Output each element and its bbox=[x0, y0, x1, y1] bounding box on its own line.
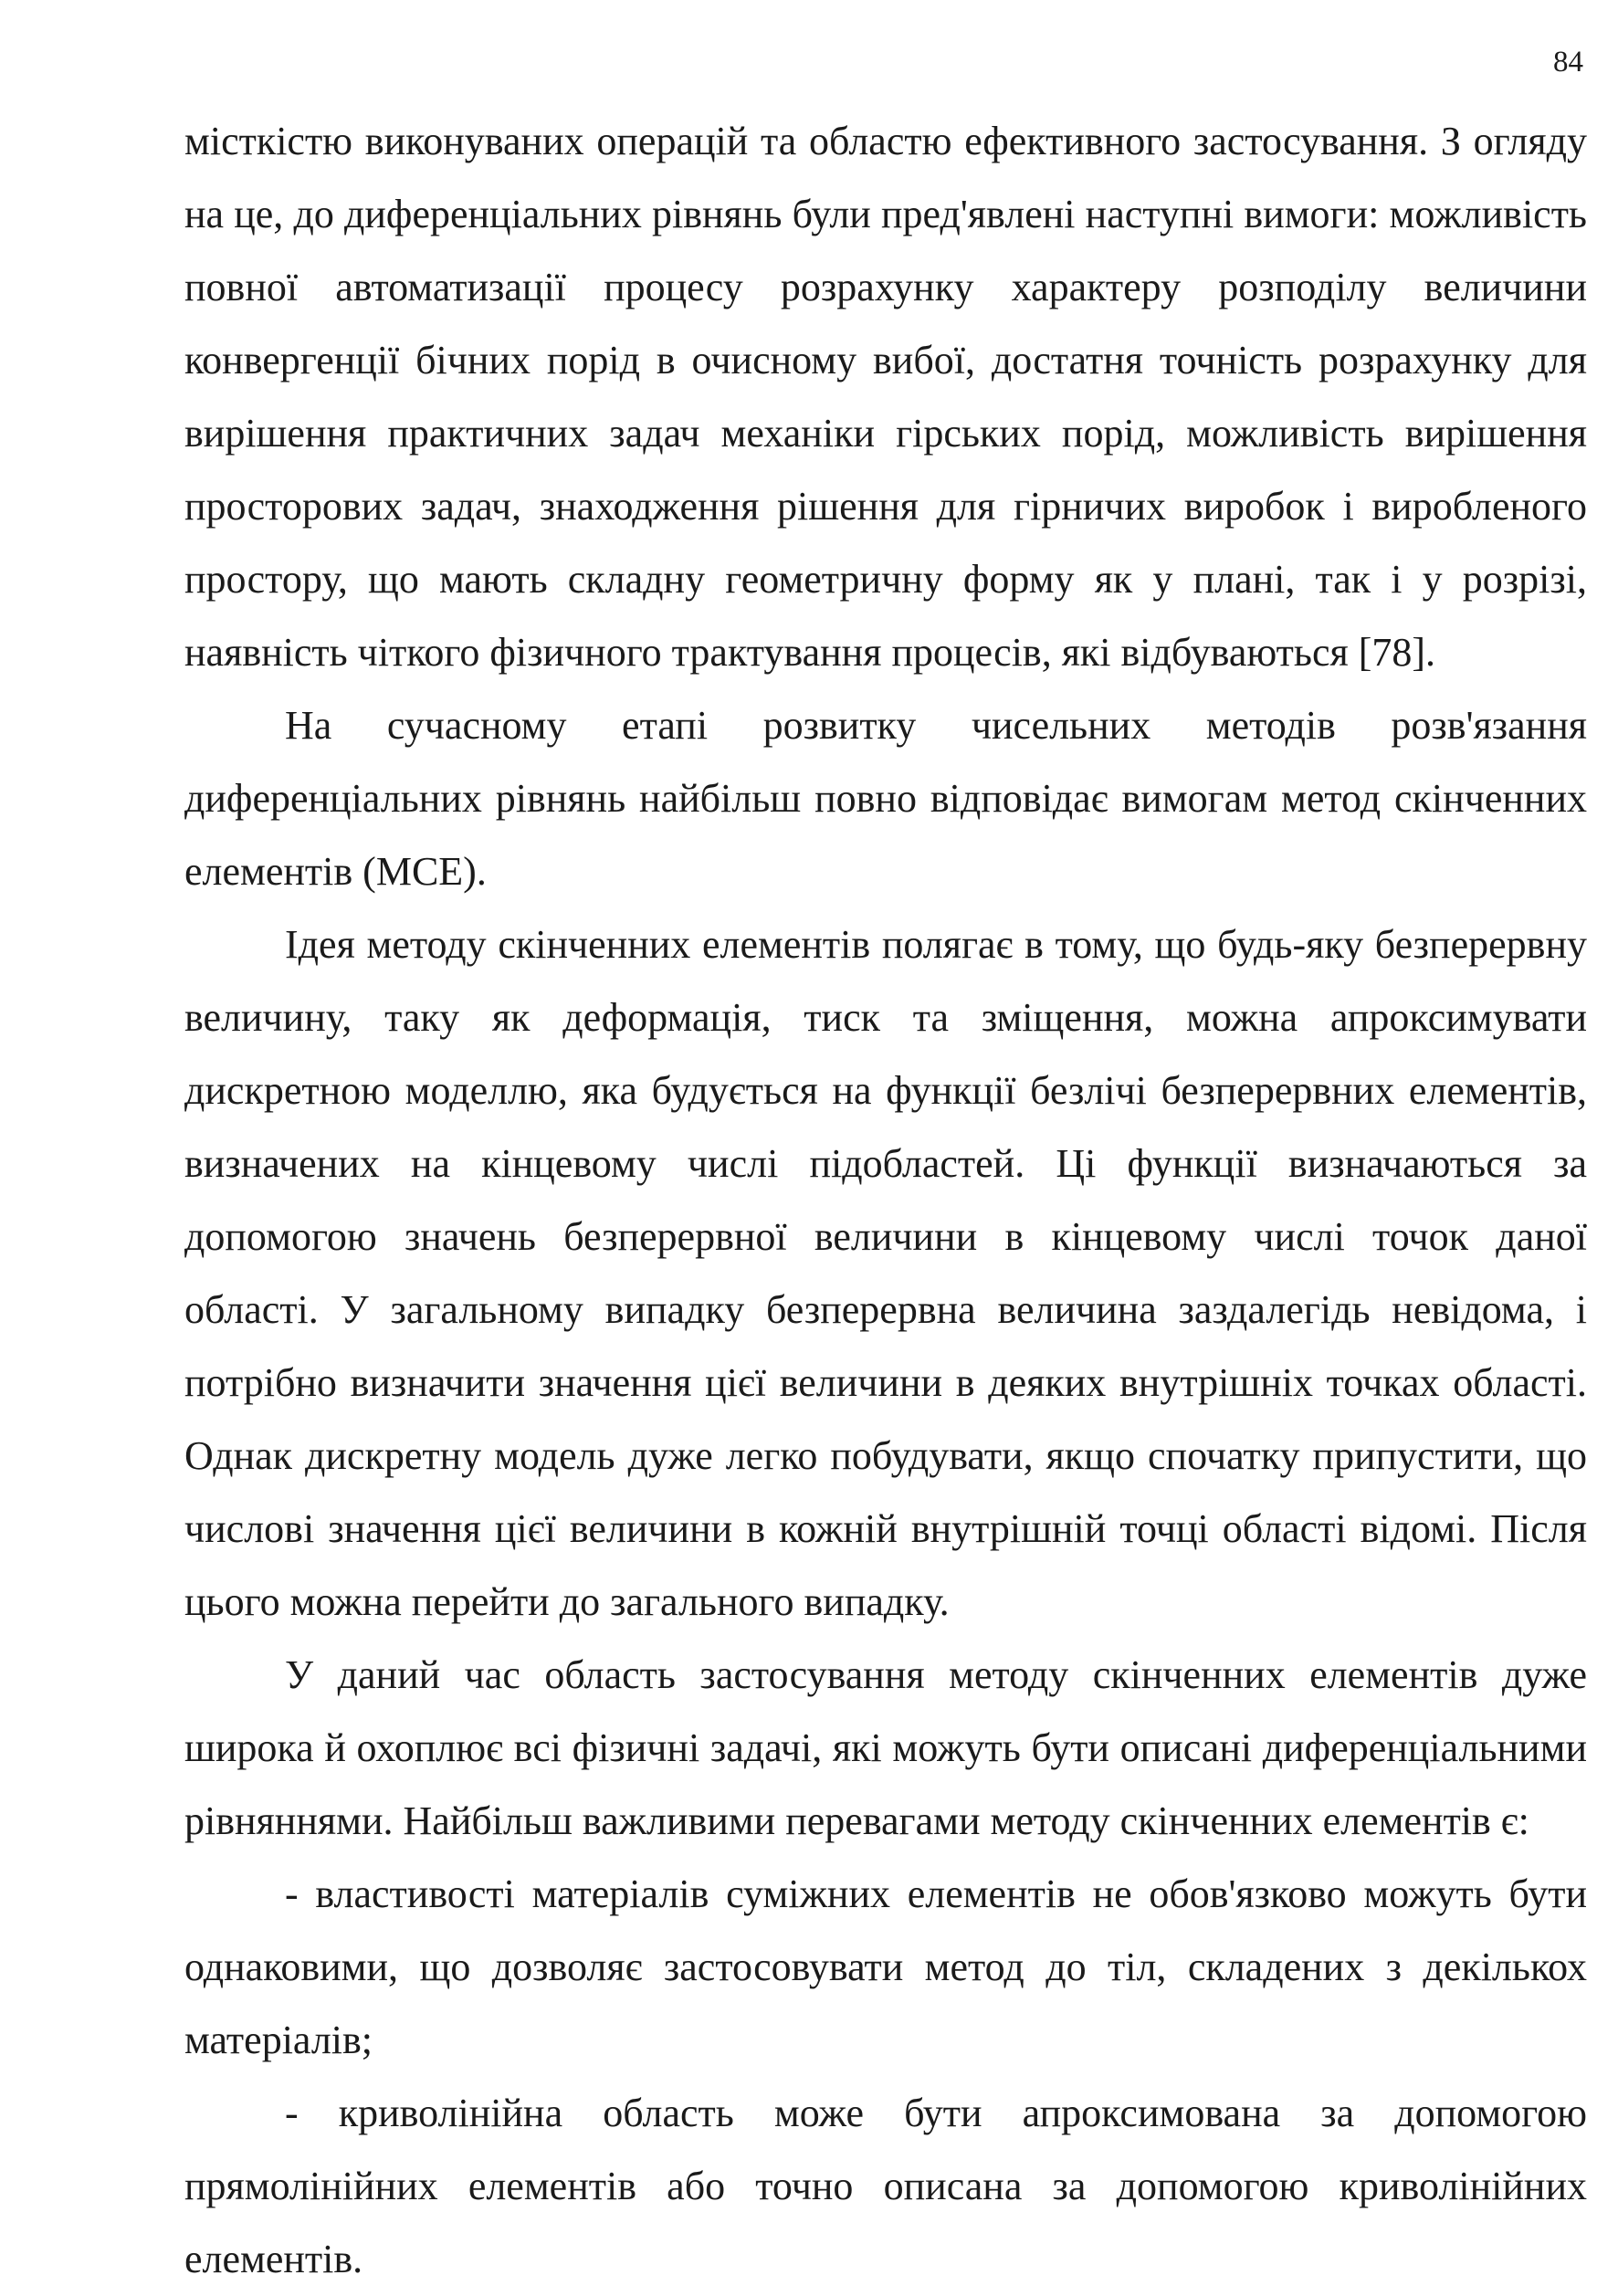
page-number: 84 bbox=[1553, 46, 1583, 79]
paragraph-fem-idea: Ідея методу скінченних елементів полягає в тому, що будь-яку безперервну величину, таку як деформація, тиск та зміщення, можна апроксимувати дискретною моделлю, яка будується на функції безлічі безперервних елементів, визначених на кінцевому числі підобластей. Ці функції визначаються за допомогою значень безперервної величини в кінцевому числі точок даної області. У загальному випадку безперервна величина заздалегідь невідома, і потрібно визначити значення цієї величини в деяких внутрішніх точках області. Однак дискретну модель дуже легко побудувати, якщо спочатку припустити, що числові значення цієї величини в кожній внутрішній точці області відомі. Після цього можна перейти до загального випадку. bbox=[184, 922, 1587, 1624]
paragraph-fem-advantages: У даний час область застосування методу скінченних елементів дуже широка й охоплює всі фізичні задачі, які можуть бути описані диференціальними рівняннями. Найбільш важливими перевагами методу скінченних елементів є: bbox=[184, 1652, 1587, 1843]
paragraph-fem-intro: На сучасному етапі розвитку чисельних методів розв'язання диференціальних рівнянь найбільш повно відповідає вимогам метод скінченних елементів (МСЕ). bbox=[184, 703, 1587, 894]
list-item-curvilinear-domain: - криволінійна область може бути апроксимована за допомогою прямолінійних елементів або точно описана за допомогою криволінійних елементів. bbox=[184, 2091, 1587, 2281]
document-body bbox=[184, 105, 1587, 2296]
list-item-material-properties: - властивості матеріалів суміжних елементів не обов'язково можуть бути однаковими, що дозволяє застосовувати метод до тіл, складених з декількох матеріалів; bbox=[184, 1871, 1587, 2062]
paragraph-continuation: місткістю виконуваних операцій та областю ефективного застосування. З огляду на це, до диференціальних рівнянь були пред'явлені наступні вимоги: можливість повної автоматизації процесу розрахунку характеру розподілу величини конвергенції бічних порід в очисному вибої, достатня точність розрахунку для вирішення практичних задач механіки гірських порід, можливість вирішення просторових задач, знаходження рішення для гірничих виробок і виробленого простору, що мають складну геометричну форму як у плані, так і у розрізі, наявність чіткого фізичного трактування процесів, які відбуваються [78]. bbox=[184, 119, 1587, 675]
